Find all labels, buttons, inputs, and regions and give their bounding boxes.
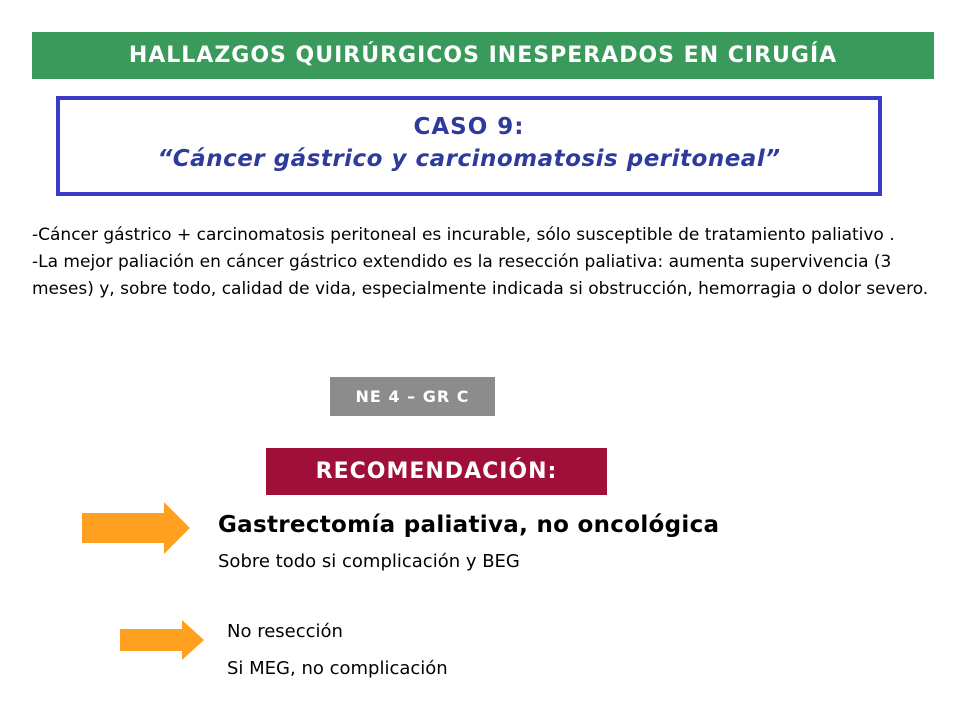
evidence-label: NE 4 – GR C: [355, 387, 470, 406]
body-paragraph-2: -La mejor paliación en cáncer gástrico extendido es la resección paliativa: aumenta supervivencia (3 meses) y, sobre todo, calidad de vida, especialmente indicada si obstrucción, hemorragia o dolor severo.: [32, 252, 929, 299]
page-title: HALLAZGOS QUIRÚRGICOS INESPERADOS EN CIRUGÍA: [128, 43, 838, 68]
case-box: [56, 96, 882, 196]
recommendation-main: Gastrectomía paliativa, no oncológica: [218, 512, 720, 538]
right-arrow-icon: [120, 620, 204, 660]
right-arrow-icon: [82, 502, 190, 554]
recommendation-main-condition: Sobre todo si complicación y BEG: [218, 551, 520, 572]
case-number: CASO 9:: [413, 114, 525, 140]
case-title: “Cáncer gástrico y carcinomatosis peritoneal”: [157, 146, 781, 172]
header-bar: [32, 32, 934, 79]
recommendation-label: RECOMENDACIÓN:: [315, 459, 558, 484]
recommendation-alternative: No resección: [227, 621, 343, 642]
body-paragraph-1: -Cáncer gástrico + carcinomatosis peritoneal es incurable, sólo susceptible de tratamiento paliativo .: [32, 225, 895, 245]
evidence-badge: [330, 377, 495, 416]
recommendation-alternative-condition: Si MEG, no complicación: [227, 658, 448, 679]
recommendation-badge: [266, 448, 607, 495]
body-text: [32, 222, 932, 303]
